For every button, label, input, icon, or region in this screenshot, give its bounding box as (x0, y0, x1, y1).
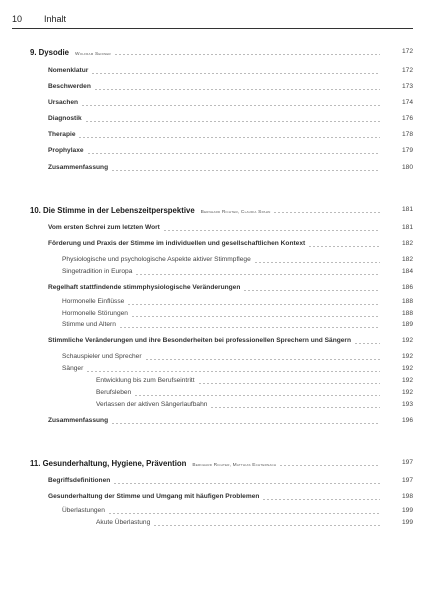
dot-leader (86, 371, 380, 372)
toc-page: 181 (401, 206, 413, 213)
toc-label: Sänger (62, 365, 84, 372)
dot-leader (262, 499, 380, 500)
toc-label: Hormonelle Störungen (62, 310, 128, 317)
toc-page: 192 (401, 353, 413, 360)
toc-page: 178 (401, 131, 413, 138)
toc-entry[interactable] (0, 83, 425, 95)
toc-page: 181 (401, 224, 413, 231)
toc-chapter-10[interactable] (0, 206, 425, 218)
dot-leader (81, 105, 380, 106)
toc-page: 198 (401, 493, 413, 500)
toc-page: 192 (401, 389, 413, 396)
toc-entry[interactable] (0, 99, 425, 111)
toc-label: Diagnostik (48, 115, 82, 122)
toc-page: 192 (401, 365, 413, 372)
toc-entry[interactable] (0, 417, 425, 429)
dot-leader (273, 212, 380, 213)
toc-entry[interactable] (0, 337, 425, 349)
toc-label: Gesunderhaltung der Stimme und Umgang mit häufigen Problemen (48, 493, 260, 500)
toc-page: 199 (401, 507, 413, 514)
toc-label: Akute Überlastung (96, 519, 151, 526)
toc-page: 196 (401, 417, 413, 424)
toc-label: Begriffsdefinitionen (48, 477, 111, 484)
running-title: Inhalt (44, 14, 67, 24)
dot-leader (85, 121, 380, 122)
toc-entry[interactable] (0, 268, 425, 280)
dot-leader (243, 290, 380, 291)
dot-leader (127, 304, 380, 305)
toc-label: Berufsleben (96, 389, 132, 396)
toc-label: Physiologische und psychologische Aspekte aktiver Stimmpflege (62, 256, 251, 263)
dot-leader (87, 153, 380, 154)
toc-page: 172 (401, 48, 413, 55)
toc-page: 197 (401, 459, 413, 466)
toc-label: Entwicklung bis zum Berufseintritt (96, 377, 195, 384)
toc-page: 174 (401, 99, 413, 106)
toc-label: Verlassen der aktiven Sängerlaufbahn (96, 401, 208, 408)
dot-leader (114, 54, 380, 55)
page-number: 10 (12, 14, 23, 24)
dot-leader (198, 383, 380, 384)
toc-entry[interactable] (0, 365, 425, 377)
toc-entry[interactable] (0, 389, 425, 401)
toc-entry[interactable] (0, 164, 425, 176)
dot-leader (119, 327, 380, 328)
toc-label: 11. Gesunderhaltung, Hygiene, Prävention (30, 459, 187, 468)
toc-page: 188 (401, 298, 413, 305)
dot-leader (210, 407, 380, 408)
toc-label: Hormonelle Einflüsse (62, 298, 125, 305)
toc-chapter-11[interactable] (0, 459, 425, 471)
toc-page: 179 (401, 147, 413, 154)
toc-label: Vom ersten Schrei zum letzten Wort (48, 224, 160, 231)
dot-leader (163, 230, 380, 231)
toc-label: Beschwerden (48, 83, 91, 90)
toc-page: 192 (401, 377, 413, 384)
toc-entry[interactable] (0, 519, 425, 531)
dot-leader (279, 465, 380, 466)
toc-entry[interactable] (0, 284, 425, 296)
toc-page: 188 (401, 310, 413, 317)
toc-label: Ursachen (48, 99, 79, 106)
toc-entry[interactable] (0, 224, 425, 236)
toc-label: Schauspieler und Sprecher (62, 353, 142, 360)
toc-entry[interactable] (0, 401, 425, 413)
toc-label: Zusammenfassung (48, 164, 109, 171)
dot-leader (111, 170, 380, 171)
toc-page: 189 (401, 321, 413, 328)
dot-leader (153, 525, 380, 526)
dot-leader (308, 246, 380, 247)
toc-chapter-9[interactable] (0, 48, 425, 60)
toc-page: 182 (401, 256, 413, 263)
toc-page: 180 (401, 164, 413, 171)
toc-label: Stimme und Altern (62, 321, 116, 328)
toc-page: 173 (401, 83, 413, 90)
toc-entry[interactable] (0, 507, 425, 519)
toc-entry[interactable] (0, 477, 425, 489)
dot-leader (131, 316, 380, 317)
toc-label: Überlastungen (62, 507, 105, 514)
toc-label: Regelhaft stattfindende stimmphysiologische Veränderungen (48, 284, 241, 291)
toc-entry[interactable] (0, 377, 425, 389)
toc-entry[interactable] (0, 240, 425, 252)
toc-author: Bernhard Richter, Claudia Spahn (200, 210, 271, 215)
dot-leader (354, 343, 380, 344)
toc-entry[interactable] (0, 67, 425, 79)
toc-label: 10. Die Stimme in der Lebenszeitperspektive (30, 206, 195, 215)
dot-leader (94, 89, 380, 90)
toc-label: Prophylaxe (48, 147, 84, 154)
toc-page: 176 (401, 115, 413, 122)
toc-label: Therapie (48, 131, 76, 138)
toc-label: Zusammenfassung (48, 417, 109, 424)
toc-label: Förderung und Praxis der Stimme im individuellen und gesellschaftlichen Kontext (48, 240, 306, 247)
toc-author: Bernhard Richter, Matthias Echternach (192, 463, 277, 468)
toc-entry[interactable] (0, 256, 425, 268)
dot-leader (111, 423, 380, 424)
toc-page: 182 (401, 240, 413, 247)
toc-page: 172 (401, 67, 413, 74)
toc-page: 186 (401, 284, 413, 291)
dot-leader (108, 513, 380, 514)
toc-entry[interactable] (0, 131, 425, 143)
toc-entry[interactable] (0, 147, 425, 159)
toc-label: Singetradition in Europa (62, 268, 133, 275)
toc-entry[interactable] (0, 321, 425, 333)
toc-label: Stimmliche Veränderungen und ihre Besonderheiten bei professionellen Sprechern und Sängern (48, 337, 352, 344)
toc-page: 192 (401, 337, 413, 344)
toc-page: 193 (401, 401, 413, 408)
dot-leader (91, 73, 380, 74)
dot-leader (113, 483, 380, 484)
toc-entry[interactable] (0, 115, 425, 127)
dot-leader (254, 262, 380, 263)
toc-page: 199 (401, 519, 413, 526)
dot-leader (145, 359, 380, 360)
toc-entry[interactable] (0, 353, 425, 365)
toc-label: 9. Dysodie (30, 48, 69, 57)
dot-leader (134, 395, 380, 396)
dot-leader (135, 274, 380, 275)
toc-page: 197 (401, 477, 413, 484)
toc-entry[interactable] (0, 493, 425, 505)
toc-entry[interactable] (0, 298, 425, 310)
toc-page: 184 (401, 268, 413, 275)
dot-leader (78, 137, 380, 138)
toc-label: Nomenklatur (48, 67, 89, 74)
toc-author: Wolfram Seidner (75, 52, 111, 57)
